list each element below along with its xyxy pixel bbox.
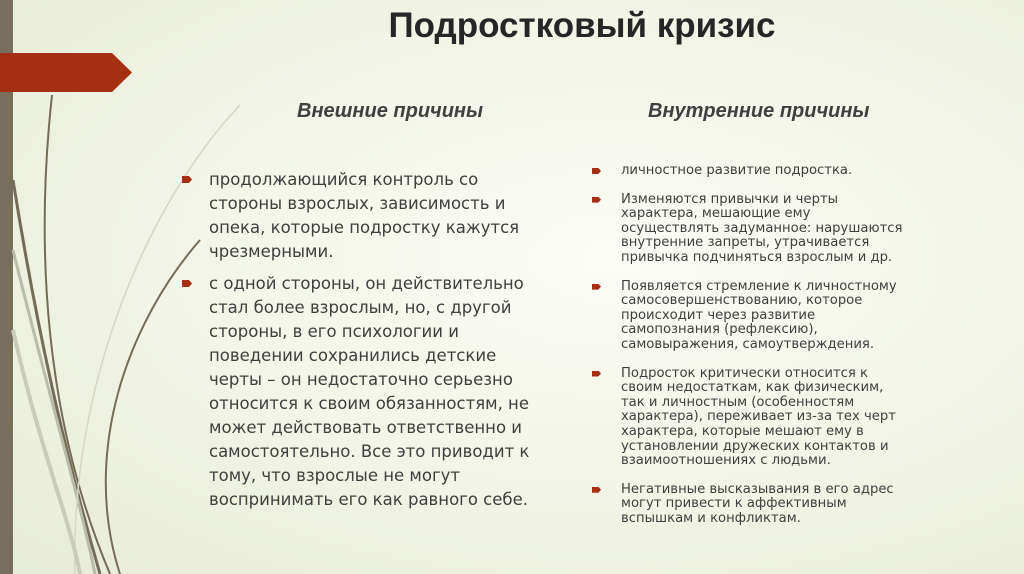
list-item-text: Появляется стремление к личностному самосовершенствованию, которое происходит через развитие самопознания (рефлексию), самовыражения, самоутверждения. — [621, 278, 897, 352]
bullet-arrow-icon — [592, 487, 601, 493]
bullet-arrow-icon — [592, 197, 601, 203]
bullet-arrow-icon — [592, 168, 601, 174]
list-item — [621, 280, 981, 353]
list-item-text: Негативные высказывания в его адрес могут привести к аффективным вспышкам и конфликтам. — [621, 481, 894, 526]
internal-causes-heading: Внутренние причины — [648, 100, 870, 122]
list-item-text: личностное развитие подростка. — [621, 163, 853, 178]
list-item — [621, 367, 981, 469]
list-item-text: Изменяются привычки и черты характера, мешающие ему осуществлять задуманное: нарушаются внутренние запреты, утрачивается привычка подчиняться взрослым и др. — [621, 191, 903, 265]
list-item-text: с одной стороны, он действительно стал более взрослым, но, с другой стороны, в его психологии и поведении сохранились детские черты – он недостаточно серьезно относится к своим обязанностям, не может действовать ответственно и самостоятельно. Все это приводит к тому, что взрослые не могут воспринимать его как равного себе. — [209, 274, 530, 509]
list-item — [621, 483, 981, 527]
external-causes-list — [209, 168, 569, 520]
bullet-arrow-icon — [592, 284, 601, 290]
slide-title: Подростковый кризис — [388, 6, 776, 45]
list-item — [209, 168, 569, 264]
external-causes-heading: Внешние причины — [297, 100, 484, 122]
list-item — [621, 164, 981, 179]
list-item — [621, 193, 981, 266]
internal-causes-list — [621, 164, 981, 540]
bullet-arrow-icon — [592, 371, 601, 377]
list-item — [209, 272, 569, 512]
list-item-text: продолжающийся контроль со стороны взрослых, зависимость и опека, которые подростку кажутся чрезмерными. — [209, 170, 520, 261]
list-item-text: Подросток критически относится к своим недостаткам, как физическим, так и личностным (особенностям характера), переживает из-за тех черт характера, которые мешают ему в установлении дружеских контактов и взаимоотношениях с людьми. — [621, 365, 896, 469]
